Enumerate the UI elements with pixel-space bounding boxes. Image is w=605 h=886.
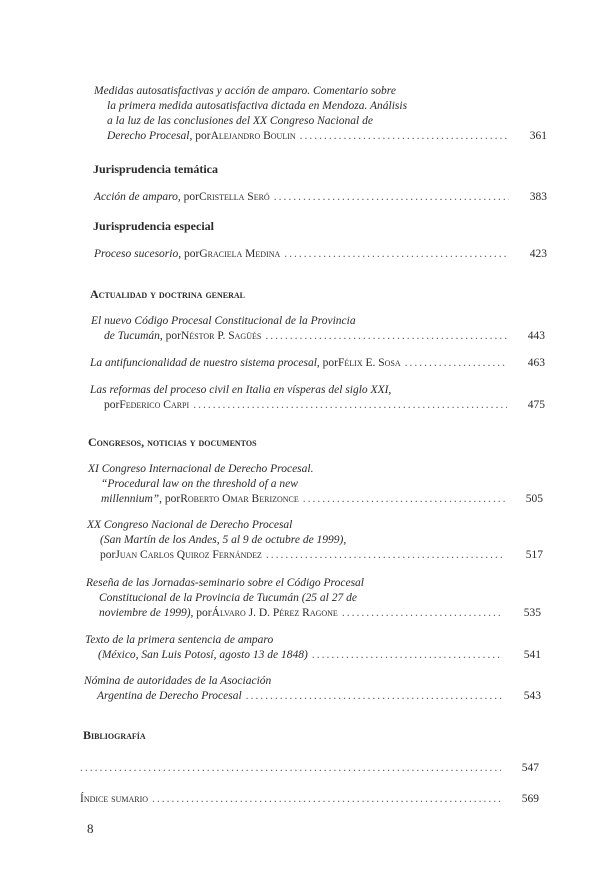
entry-author: Álvaro J. D. Pérez Ragone bbox=[211, 607, 338, 619]
entry-title-line: XX Congreso Nacional de Derecho Procesal bbox=[87, 519, 293, 531]
page-number: 535 bbox=[523, 607, 541, 619]
por-text: , por bbox=[159, 330, 181, 342]
toc-entry[interactable] bbox=[0, 314, 605, 344]
entry-title-line: (San Martín de los Andes, 5 al 9 de octubre de 1999), bbox=[100, 534, 347, 546]
page-folio: 8 bbox=[87, 821, 94, 836]
toc-entry[interactable] bbox=[0, 383, 605, 413]
entry-title-line: El nuevo Código Procesal Constitucional de la Provincia bbox=[91, 315, 356, 327]
entry-author: Alejandro Boulin bbox=[210, 130, 296, 142]
entry-title-line: Las reformas del proceso civil en Italia en vísperas del siglo XXI, bbox=[90, 384, 392, 396]
subsection-heading: Jurisprudencia especial bbox=[93, 219, 215, 233]
entry-author: Roberto Omar Berizonce bbox=[180, 493, 299, 505]
dot-leader bbox=[152, 792, 501, 807]
toc-entry[interactable] bbox=[0, 190, 605, 205]
toc-entry[interactable] bbox=[0, 84, 605, 144]
page-number: 423 bbox=[529, 248, 547, 260]
page-number: 547 bbox=[521, 762, 539, 774]
entry-title: millennium” bbox=[101, 493, 160, 505]
dot-leader bbox=[80, 761, 501, 776]
entry-title-line: Constitucional de la Provincia de Tucumán (25 al 27 de bbox=[99, 592, 357, 604]
page-number: 505 bbox=[525, 493, 543, 505]
entry-title-line: Texto de la primera sentencia de amparo bbox=[85, 634, 274, 646]
dot-leader bbox=[193, 398, 507, 413]
dot-leader bbox=[265, 329, 507, 344]
entry-title: (México, San Luis Potosí, agosto 13 de 1848) bbox=[98, 649, 308, 661]
entry-title-line: “Procedural law on the threshold of a new bbox=[101, 478, 298, 490]
toc-entry[interactable] bbox=[0, 761, 605, 776]
por-text: por bbox=[100, 549, 116, 561]
dot-leader bbox=[342, 606, 503, 621]
page-number: 383 bbox=[529, 191, 547, 203]
por-text: , por bbox=[316, 357, 338, 369]
dot-leader bbox=[303, 492, 505, 507]
dot-leader bbox=[405, 356, 507, 371]
entry-author: Índice sumario bbox=[80, 793, 149, 805]
dot-leader bbox=[274, 190, 509, 205]
dot-leader bbox=[312, 648, 503, 663]
entry-author: Néstor P. Sagüés bbox=[181, 330, 262, 342]
entry-author: Cristella Seró bbox=[198, 191, 270, 203]
subsection-heading: Jurisprudencia temática bbox=[93, 162, 218, 176]
entry-title: de Tucumán bbox=[104, 330, 160, 342]
entry-author: Federico Carpi bbox=[119, 399, 190, 411]
entry-author: Juan Carlos Quiroz Fernández bbox=[115, 549, 262, 561]
page-number: 463 bbox=[527, 357, 545, 369]
page-number: 443 bbox=[527, 330, 545, 342]
page-number: 541 bbox=[523, 649, 541, 661]
entry-author: Graciela Medina bbox=[199, 248, 281, 260]
page-number: 569 bbox=[521, 793, 539, 805]
toc-entry[interactable] bbox=[0, 674, 605, 704]
toc-entry[interactable] bbox=[0, 792, 605, 807]
dot-leader bbox=[284, 247, 509, 262]
toc-entry[interactable] bbox=[0, 576, 605, 621]
toc-entry[interactable] bbox=[0, 633, 605, 663]
entry-title-line: Medidas autosatisfactivas y acción de amparo. Comentario sobre bbox=[94, 85, 396, 97]
por-text: , por bbox=[177, 191, 199, 203]
por-text: , por bbox=[159, 493, 181, 505]
section-heading: Congresos, noticias y documentos bbox=[88, 435, 257, 449]
entry-title: noviembre de 1999) bbox=[99, 607, 191, 619]
page-number: 543 bbox=[523, 690, 541, 702]
por-text: , por bbox=[178, 248, 200, 260]
section-heading: Actualidad y doctrina general bbox=[90, 287, 246, 301]
toc-entry[interactable] bbox=[0, 462, 605, 507]
dot-leader bbox=[246, 689, 503, 704]
toc-entry[interactable] bbox=[0, 247, 605, 262]
por-text: por bbox=[104, 399, 120, 411]
toc-entry[interactable] bbox=[0, 356, 605, 371]
dot-leader bbox=[266, 548, 505, 563]
por-text: , por bbox=[189, 130, 211, 142]
entry-title: Argentina de Derecho Procesal bbox=[97, 690, 242, 702]
entry-title-line: la primera medida autosatisfactiva dictada en Mendoza. Análisis bbox=[107, 100, 408, 112]
entry-title: Derecho Procesal bbox=[107, 130, 190, 142]
entry-title: Proceso sucesorio bbox=[94, 248, 179, 260]
section-heading: Bibliografía bbox=[83, 728, 146, 742]
page-number: 361 bbox=[529, 130, 547, 142]
entry-title: La antifuncionalidad de nuestro sistema procesal bbox=[90, 357, 317, 369]
entry-title-line: XI Congreso Internacional de Derecho Procesal. bbox=[88, 463, 314, 475]
toc-entry[interactable] bbox=[0, 518, 605, 563]
entry-title: Acción de amparo bbox=[94, 191, 178, 203]
por-text: , por bbox=[190, 607, 212, 619]
entry-title-line: Nómina de autoridades de la Asociación bbox=[84, 675, 272, 687]
entry-author: Félix E. Sosa bbox=[338, 357, 401, 369]
page-number: 517 bbox=[525, 549, 543, 561]
entry-title-line: a la luz de las conclusiones del XX Congreso Nacional de bbox=[107, 115, 373, 127]
entry-title-line: Reseña de las Jornadas-seminario sobre el Código Procesal bbox=[86, 577, 364, 589]
dot-leader bbox=[300, 129, 509, 144]
page-number: 475 bbox=[527, 399, 545, 411]
